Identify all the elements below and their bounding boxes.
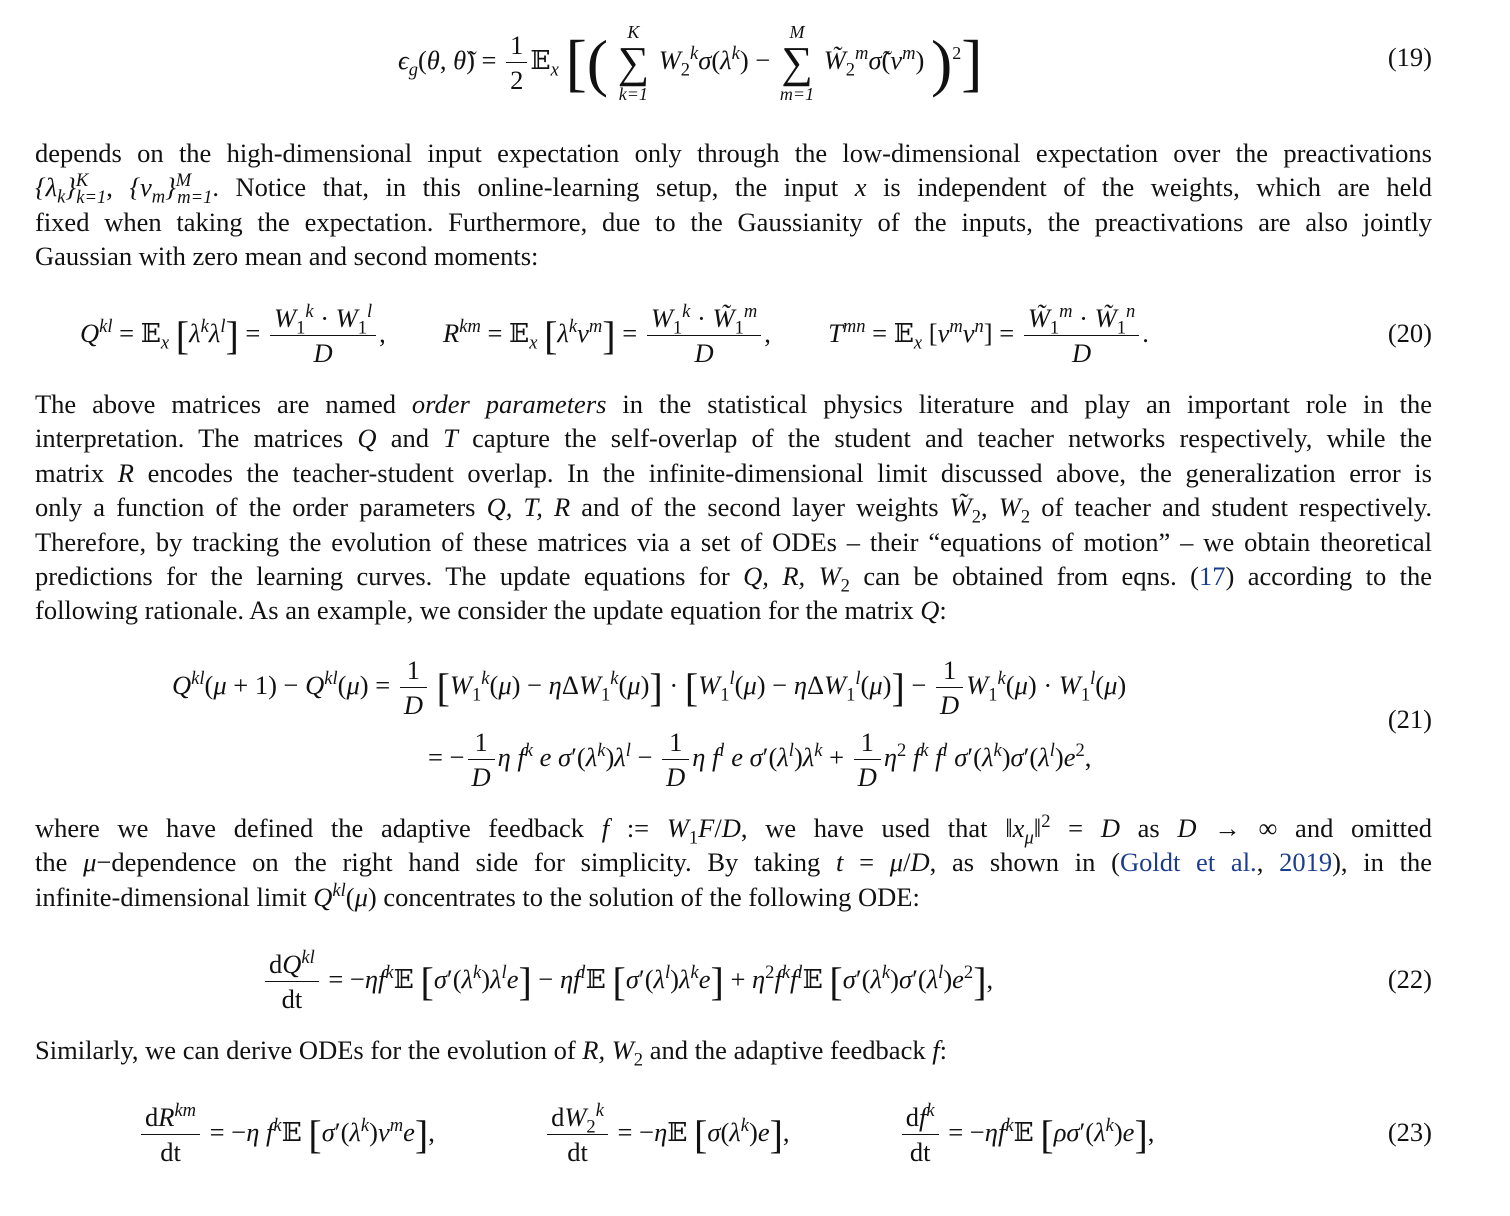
paragraph-3-text: −dependence on the right hand side for simplicity. By taking [96,847,836,878]
paragraph-4-line-1: Similarly, we can derive ODEs for the evolution of R, $W_2$ and the adaptive feedback f: [35,1035,947,1071]
paragraph-3-text: the [35,847,84,878]
paragraph-3-text: ), in the [1332,847,1432,878]
citation-goldt-year[interactable]: 2019 [1279,847,1333,878]
paragraph-3-text: and omitted [1277,813,1432,843]
paragraph-2-text: of teacher and student respectively. [1030,492,1432,523]
paragraph-2-text: encodes the teacher-student overlap. In the infinite-dimensional limit discussed above, the generalization error is [133,457,1432,488]
equation-19: $\epsilon_g(\theta$, θ̃) = $\frac{1}{2}$ 𝔼$_x$ [( K ∑ k=1 $W_2^k\sigma(\lambda^k)$ − M ∑ m=1 $W̃_2^m\sigmã(\nu^m)$ )$^2$] [398,21,983,104]
paragraph-2-text: and of the second layer weights [570,492,950,523]
paragraph-1-line-3: fixed when taking the expectation. Furthermore, due to the Gaussianity of the inputs, the preactivations are also jointly [35,206,1432,237]
paragraph-2-text: The above matrices are named [35,389,412,419]
paragraph-4-text: : [939,1035,947,1065]
paragraph-4-text: and the adaptive feedback [643,1035,933,1065]
equation-20: $Q^{kl}$ = 𝔼$_x$ $[\lambda^k\lambda^l]$ = $\frac{W_1^k \cdot W_1^l}{D}$ , $R^{km}$ = 𝔼$_x$ $[\lambda^k\nu^m]$ = $\frac{W_1^k \cdot W̃_1^m}{D}$ , $T^{mn}$ = 𝔼$_x$ $[\nu^m\nu^n]$ = $\frac{W̃_1^m \cdot W̃_1^n}{D}$ . [80,301,1149,369]
equation-21-line-2: = − $\frac{1}{D}$ η $f^k$ e $\sigma'(\lambda^k)\lambda^l$ − $\frac{1}{D}$ η $f^l$ e $\sigma'(\lambda^l)\lambda^k$ + $\frac{1}{D}$ $\eta^2$ $f^k$ $f^l$ $\sigma'(\lambda^k)\sigma'(\lambda^l)e^2$, [428,726,1092,793]
equation-21-line-1: $Q^{kl}(\mu + 1) - Q^{kl}(\mu)$ = $\frac{1}{D}$ $[W_1^k(\mu) - \eta\Delta W_1^k(\mu)] \cdot [W_1^l(\mu) - \eta\Delta W_1^l(\mu)]$ − $\frac{1}{D}$ $W_1^k(\mu) \cdot W_1^l(\mu)$ [172,654,1127,721]
equation-22: $\frac{dQ^{kl}}{dt}$ = $-\eta f^k𝔼$ $[\sigma'(\lambda^k)\lambda^le]$ − $\eta f^l𝔼$ $[\sigma'(\lambda^l)\lambda^ke]$ + $\eta^2f^kf^l𝔼$ $[\sigma'(\lambda^k)\sigma'(\lambda^l)e^2]$, [262,944,993,1014]
equation-23: $\frac{dR^{km}}{dt}$ = −η $f^k𝔼$ $[\sigma'(\lambda^k)\nu^me]$, $\frac{dW_2^k}{dt}$ = −η𝔼 $[\sigma(\lambda^k)e]$, $\frac{df^k}{dt}$ = $-\eta f^k𝔼$ $[\rho\sigma'(\lambda^k)e]$, [138,1096,1154,1168]
paragraph-2-text: according to the [1234,561,1433,592]
paragraph-2 [35,387,1432,628]
paragraph-1-line-2: $\{\lambda_k\}^K_{k=1}$, $\{\nu_m\}^M_{m=1}$. Notice that, in this online-learning setup, the input x is independent of the weights, which are held [35,170,1433,208]
paragraph-3-line-3: infinite-dimensional limit $Q^{kl}(\mu)$ concentrates to the solution of the following ODE: [35,879,920,912]
paragraph-3-line-2: the μ−dependence on the right hand side for simplicity. By taking t = μ/D, as shown in (Goldt et al., 2019), in the [35,847,1432,878]
paragraph-4-text: Similarly, we can derive ODEs for the evolution of [35,1035,583,1065]
equation-number-19: (19) [1387,42,1432,72]
paragraph-2-text: following rationale. As an example, we consider the update equation for the matrix [35,595,921,626]
equation-number-20: (20) [1387,318,1432,348]
paragraph-2-text: capture the self-overlap of the student and teacher networks respectively, while the [457,423,1433,454]
paragraph-3-text: infinite-dimensional limit [35,881,314,912]
paragraph-3-text: as [1119,813,1178,843]
paragraph-2-line-3: matrix R encodes the teacher-student overlap. In the infinite-dimensional limit discussed above, the generalization error is [35,457,1432,488]
paragraph-1-line-1: depends on the high-dimensional input expectation only through the low-dimensional expectation over the preactivations [35,138,1432,168]
equation-number-23: (23) [1387,1117,1432,1147]
citation-goldt-authors[interactable]: Goldt et al. [1119,847,1257,878]
paragraph-2-text: predictions for the learning curves. The update equations for [35,561,744,592]
paragraph-1-text-b: is independent of the weights, which are held [883,172,1433,203]
paragraph-3-line-1: where we have defined the adaptive feedback f := $W_1F/D$, we have used that $‖x_\mu‖^2 = D$ as D → ∞ and omitted [35,811,1432,849]
paragraph-1-line-4: Gaussian with zero mean and second moments: [35,241,539,272]
paragraph-2-text: interpretation. The matrices [35,423,358,454]
equation-number-21: (21) [1387,704,1432,734]
paragraph-2-line-4: only a function of the order parameters Q, T, R and of the second layer weights $W̃_2$, $W_2$ of teacher and student respectively. [35,492,1432,528]
paragraph-3-text: , as shown in ( [929,847,1120,878]
paragraph-2-text: and [376,423,444,454]
paragraph-2-line-2: interpretation. The matrices Q and T capture the self-overlap of the student and teacher networks respectively, while the [35,423,1433,454]
paragraph-2-text: in the statistical physics literature and play an important role in the [606,389,1432,419]
paragraph-2-text: matrix [35,457,118,488]
paragraph-4 [35,1033,1432,1071]
paragraph-3-text: , we have used that [740,813,1006,843]
paragraph-2-text: : [939,595,947,626]
equation-number-22: (22) [1387,964,1432,994]
paragraph-1 [35,136,1432,274]
paragraph-2-text: can be obtained from eqns. [849,561,1191,592]
paragraph-1-text-a: Notice that, in this online-learning setup, the input [235,172,839,203]
paragraph-3-text: concentrates to the solution of the following ODE: [376,881,920,912]
paragraph-2-line-6: predictions for the learning curves. The update equations for Q, R, $W_2$ can be obtained from eqns. (17) according to the [35,561,1433,597]
paragraph-2-line-7: following rationale. As an example, we consider the update equation for the matrix Q: [35,595,947,626]
paragraph-3-text: where we have defined the adaptive feedback [35,813,602,843]
paragraph-3 [35,811,1432,914]
paragraph-2-text: only a function of the order parameters [35,492,487,523]
paragraph-2-line-1 [35,387,1432,421]
equation-ref-17[interactable]: 17 [1198,561,1226,592]
paragraph-2-line-5: Therefore, by tracking the evolution of these matrices via a set of ODEs – their “equations of motion” – we obtain theoretical [35,526,1432,557]
paragraph-3-text: , [1256,847,1280,878]
order-parameters-term: order parameters [411,389,607,419]
